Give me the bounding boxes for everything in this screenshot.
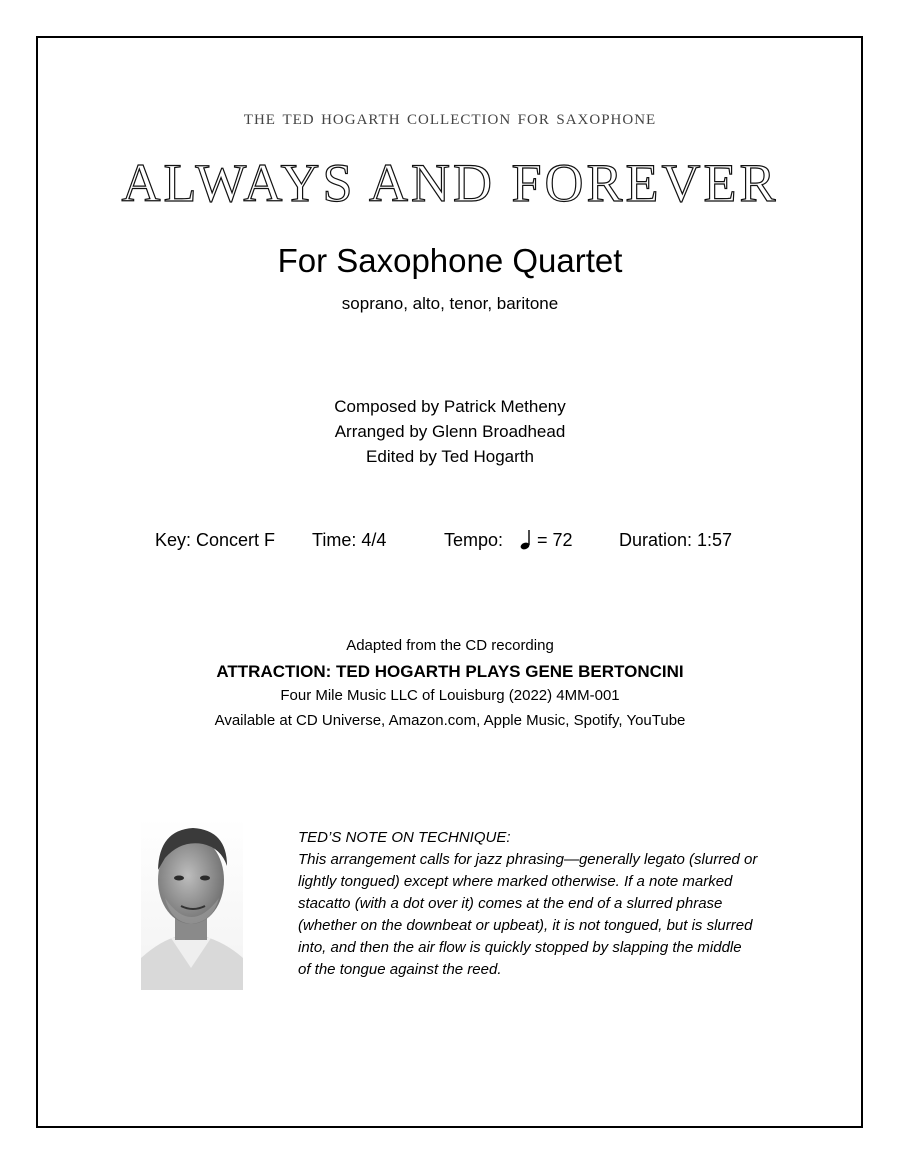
availability: Available at CD Universe, Amazon.com, Apple Music, Spotify, YouTube	[214, 712, 686, 729]
album-title: ATTRACTION: TED HOGARTH PLAYS GENE BERTONCINI	[216, 662, 684, 681]
time-signature-info: Time: 4/4	[312, 530, 387, 550]
note-line: lightly tongued) except where marked otherwise. If a note marked	[298, 873, 733, 890]
editor-credit: Edited by Ted Hogarth	[366, 447, 534, 466]
author-photo	[141, 818, 243, 990]
instrumentation: soprano, alto, tenor, baritone	[341, 294, 559, 313]
technique-note-heading: TED’S NOTE ON TECHNIQUE:	[298, 829, 511, 846]
note-line: stacatto (with a dot over it) comes at the end of a slurred phrase	[298, 895, 723, 912]
note-line: This arrangement calls for jazz phrasing—generally legato (slurred or	[298, 851, 758, 868]
record-label: Four Mile Music LLC of Louisburg (2022) 4MM-001	[280, 687, 620, 704]
key-info: Key: Concert F	[155, 530, 276, 550]
subtitle: For Saxophone Quartet	[277, 242, 623, 279]
composer-credit: Composed by Patrick Metheny	[334, 397, 566, 416]
tempo-value: = 72	[537, 530, 573, 550]
arranger-credit: Arranged by Glenn Broadhead	[334, 422, 566, 441]
note-line: (whether on the downbeat or upbeat), it is not tongued, but is slurred	[298, 917, 753, 934]
quarter-note-icon	[520, 528, 534, 552]
page-title: ALWAYS AND FOREVER	[121, 153, 779, 213]
duration-info: Duration: 1:57	[619, 530, 733, 550]
tempo-label: Tempo:	[444, 530, 504, 550]
technique-note-body	[298, 849, 818, 981]
series-title: the ted hogarth collection for saxophone	[243, 104, 657, 129]
note-line: into, and then the air flow is quickly stopped by slapping the middle	[298, 939, 742, 956]
adapted-from: Adapted from the CD recording	[346, 637, 554, 654]
note-line: of the tongue against the reed.	[298, 961, 502, 978]
